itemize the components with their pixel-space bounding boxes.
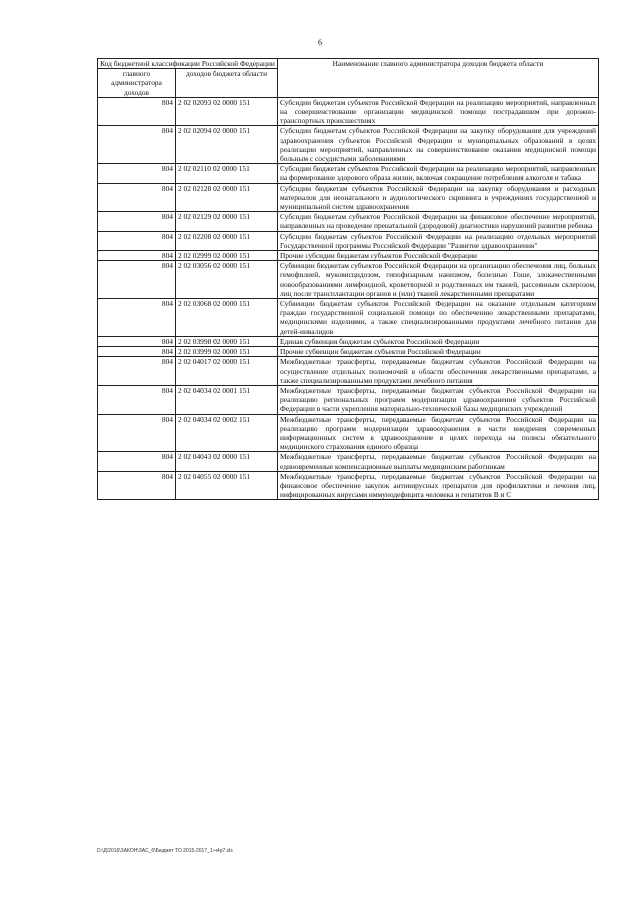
income-code-cell: 2 02 04017 02 0000 151 [176,357,278,386]
income-name-cell: Прочие субсидии бюджетам субъектов Российской Федерации [278,251,599,261]
table-row [98,299,599,337]
table-row [98,126,599,164]
admin-code-cell: 804 [98,251,176,261]
table-row [98,336,599,346]
income-name-cell: Субсидии бюджетам субъектов Российской Федерации на финансовое обеспечение мероприятий, направленных на проведение пренатальной (дородовой) диагностики нарушений развития ребенка [278,212,599,231]
table-row [98,164,599,183]
admin-code-cell: 804 [98,347,176,357]
income-code-cell: 2 02 04034 02 0002 151 [176,414,278,452]
income-name-cell: Единая субвенция бюджетам субъектов Российской Федерации [278,336,599,346]
table-row [98,183,599,212]
income-code-cell: 2 02 04034 02 0001 151 [176,385,278,414]
table-row [98,347,599,357]
table-row [98,414,599,452]
income-code-cell: 2 02 02999 02 0000 151 [176,251,278,261]
income-code-cell: 2 02 04043 02 0000 151 [176,452,278,471]
income-name-cell: Субсидии бюджетам субъектов Российской Федерации на реализацию мероприятий, направленных на совершенствование организации медицинской помощи пострадавшим при дорожно-транспортных происшествиях [278,97,599,126]
page-number: 6 [318,38,322,47]
admin-column-header: главного администратора доходов [98,69,176,98]
income-code-cell: 2 02 02128 02 0000 151 [176,183,278,212]
income-code-cell: 2 02 02094 02 0000 151 [176,126,278,164]
table-row [98,385,599,414]
income-code-cell: 2 02 03999 02 0000 151 [176,347,278,357]
income-name-cell: Субсидии бюджетам субъектов Российской Федерации на закупку оборудования для учреждений здравоохранения субъектов Российской Федерации и муниципальных образований в целях реализации мероприятий, направленных на совершенствование оказания медицинской помощи больным с сосудистыми заболеваниями [278,126,599,164]
income-code-cell: 2 02 02110 02 0000 151 [176,164,278,183]
table-row [98,231,599,250]
income-column-header: доходов бюджета области [176,69,278,98]
income-name-cell: Субвенции бюджетам субъектов Российской Федерации на оказание отдельным категориям граждан государственной социальной помощи по обеспечению лекарственными препаратами, медицинскими изделиями, а также специализированными продуктами лечебного питания для детей-инвалидов [278,299,599,337]
admin-code-cell: 804 [98,357,176,386]
income-code-cell: 2 02 03068 02 0000 151 [176,299,278,337]
admin-code-cell: 804 [98,212,176,231]
admin-code-cell: 804 [98,336,176,346]
name-column-header: Наименование главного администратора доходов бюджета области [278,59,599,98]
table-row [98,251,599,261]
admin-code-cell: 804 [98,164,176,183]
code-group-header: Код бюджетной классификации Российской Федерации [98,59,278,69]
admin-code-cell: 804 [98,231,176,250]
income-name-cell: Межбюджетные трансферты, передаваемые бюджетам субъектов Российской Федерации на реализацию региональных программ модернизации здравоохранения субъектов Российской Федерации в части укрепления материально-технической базы медицинских учреждений [278,385,599,414]
admin-code-cell: 804 [98,183,176,212]
table-row [98,261,599,299]
income-name-cell: Субсидии бюджетам субъектов Российской Федерации на реализацию мероприятий, направленных на формирование здорового образа жизни, включая сокращение потребления алкоголя и табака [278,164,599,183]
admin-code-cell: 804 [98,299,176,337]
table-row [98,357,599,386]
admin-code-cell: 804 [98,261,176,299]
income-code-cell: 2 02 03998 02 0000 151 [176,336,278,346]
header-row-1 [98,59,599,69]
admin-code-cell: 804 [98,385,176,414]
admin-code-cell: 804 [98,452,176,471]
budget-classification-table [97,58,599,500]
income-name-cell: Субвенции бюджетам субъектов Российской Федерации на организацию обеспечения лиц, больных гемофилией, муковисцидозом, гипофизарным нанизмом, болезнью Гоше, злокачественными новообразованиями лимфоидной, кроветворной и родственных им тканей, рассеянным склерозом, лиц после трансплантации органов и (или) тканей лекарственными препаратами [278,261,599,299]
income-code-cell: 2 02 02208 02 0000 151 [176,231,278,250]
income-name-cell: Межбюджетные трансферты, передаваемые бюджетам субъектов Российской Федерации на единовременные компенсационные выплаты медицинским работникам [278,452,599,471]
table-row [98,452,599,471]
table-row [98,212,599,231]
admin-code-cell: 804 [98,126,176,164]
admin-code-cell: 804 [98,471,176,500]
income-name-cell: Прочие субвенции бюджетам субъектов Российской Федерации [278,347,599,357]
table-row [98,97,599,126]
income-code-cell: 2 02 04055 02 0000 151 [176,471,278,500]
income-code-cell: 2 02 02129 02 0000 151 [176,212,278,231]
table-row [98,471,599,500]
file-path-footer: D:\Д\2016\ЗАКОН\ЗАС_6\Бюджет ТО 2015-2017_1-ч4р7.xls [97,848,233,854]
income-name-cell: Межбюджетные трансферты, передаваемые бюджетам субъектов Российской Федерации на финансовое обеспечение закупок антивирусных препаратов для профилактики и лечения лиц, инфицированных вирусами иммунодефицита человека и гепатитов В и С [278,471,599,500]
income-code-cell: 2 02 03056 02 0000 151 [176,261,278,299]
admin-code-cell: 804 [98,97,176,126]
admin-code-cell: 804 [98,414,176,452]
income-code-cell: 2 02 02093 02 0000 151 [176,97,278,126]
income-name-cell: Субсидии бюджетам субъектов Российской Федерации на закупку оборудования и расходных материалов для неонатального и аудиологического скрининга в учреждениях государственной и муниципальной систем здравоохранения [278,183,599,212]
income-name-cell: Межбюджетные трансферты, передаваемые бюджетам субъектов Российской Федерации на реализацию программ модернизации здравоохранения в части внедрения современных информационных систем в здравоохранение в целях перехода на полисы обязательного медицинского страхования единого образца [278,414,599,452]
income-name-cell: Субсидии бюджетам субъектов Российской Федерации на реализацию отдельных мероприятий Государственной программы Российской Федерации "Развитие здравоохранения" [278,231,599,250]
income-name-cell: Межбюджетные трансферты, передаваемые бюджетам субъектов Российской Федерации на осуществление отдельных полномочий в области обеспечения лекарственными препаратами, а также специализированными продуктами лечебного питания [278,357,599,386]
